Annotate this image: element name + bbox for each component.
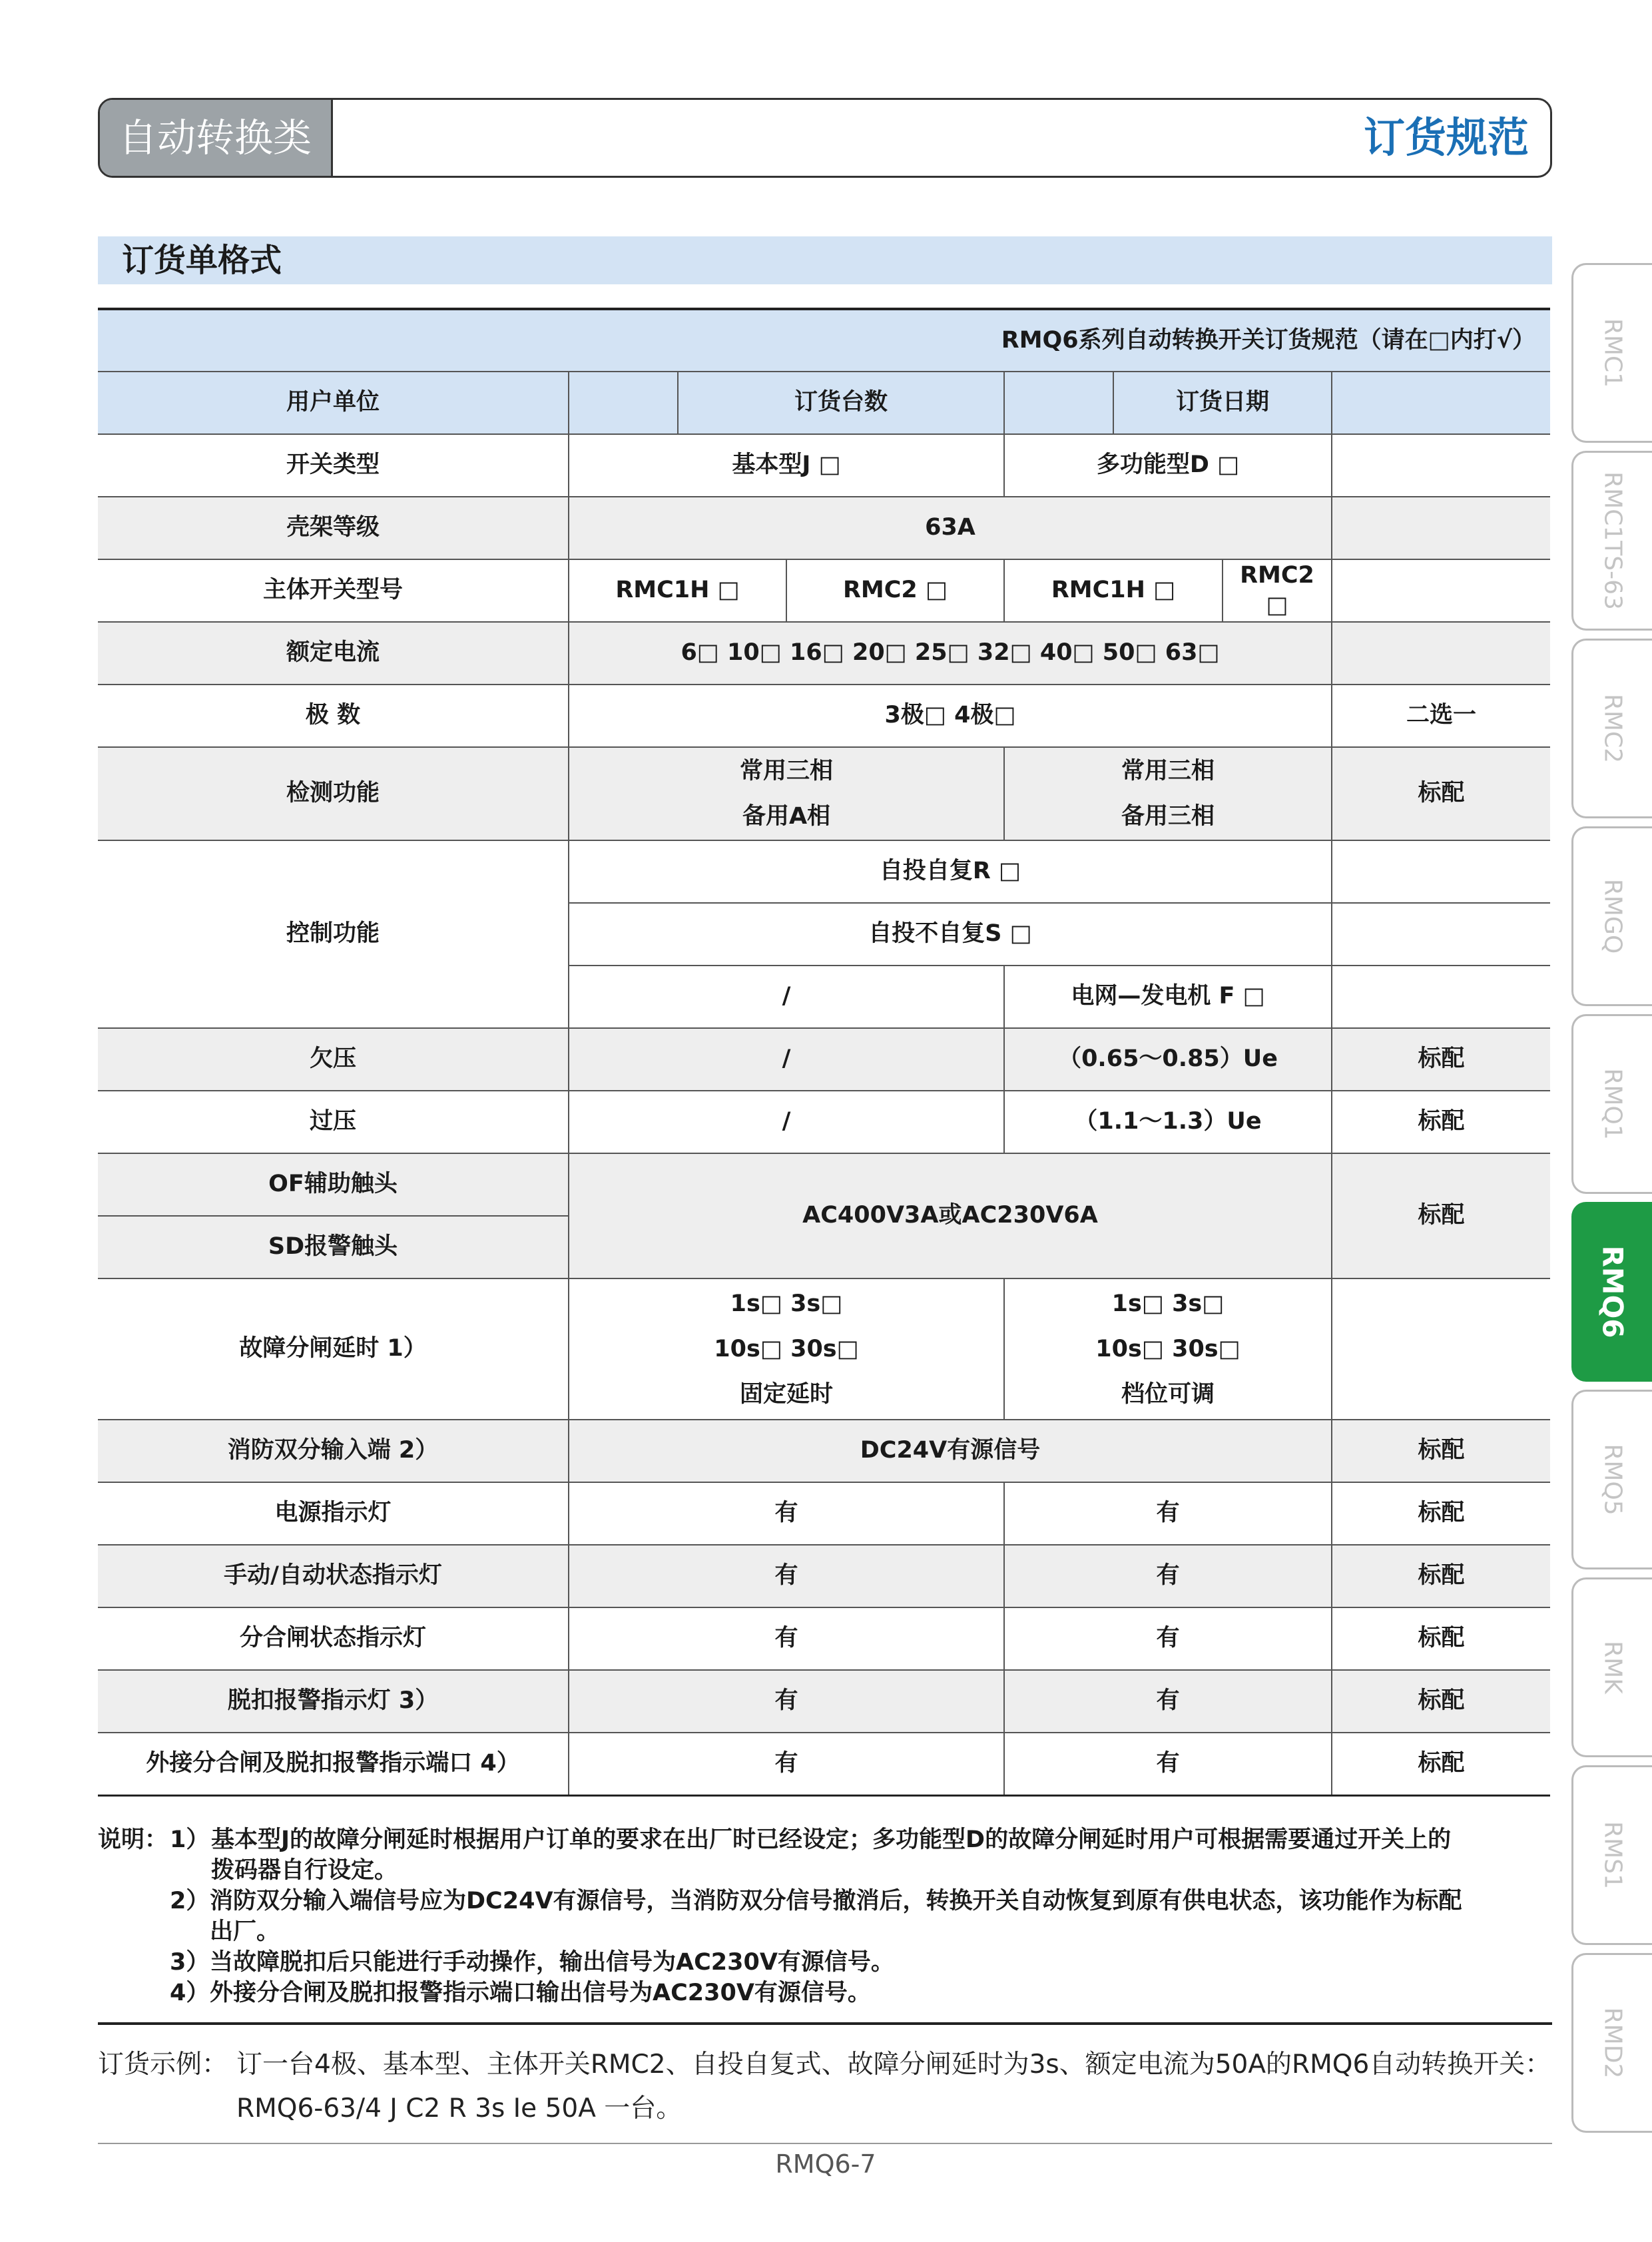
row-label: 外接分合闸及脱扣报警指示端口 4）: [98, 1733, 569, 1795]
table-row: [98, 559, 1550, 622]
order-example: [98, 2043, 1552, 2131]
note-text: 外接分合闸及脱扣报警指示端口输出信号为AC230V有源信号。: [210, 1980, 871, 2006]
table-row: [98, 1153, 1550, 1216]
side-tab-rmk[interactable]: [1571, 1577, 1652, 1757]
basic-value: 有: [569, 1545, 1004, 1607]
note-item: [98, 1824, 1552, 1855]
page-number: RMQ6-7: [775, 2149, 876, 2179]
basic-value: 有: [569, 1733, 1004, 1795]
table-caption: RMQ6系列自动转换开关订货规范（请在□内打√）: [98, 309, 1550, 372]
header-quantity: 订货台数: [678, 372, 1004, 434]
example-label: 订货示例：: [98, 2050, 228, 2080]
note-number: 3）: [170, 1949, 210, 1976]
order-date-field[interactable]: [1332, 372, 1550, 434]
table-header-row: [98, 372, 1550, 434]
table-row: [98, 1420, 1550, 1482]
table-row: [98, 1278, 1550, 1420]
side-tab-label: RMGQ: [1599, 878, 1627, 954]
row-label: 检测功能: [98, 747, 569, 840]
side-tab-label: RMC1TS-63: [1599, 471, 1627, 610]
notes-label: 说明：: [98, 1826, 168, 1853]
example-line: [98, 2043, 1552, 2087]
row-label: 额定电流: [98, 622, 569, 685]
side-tab-nav: [1571, 263, 1652, 2141]
undervoltage-basic: /: [569, 1028, 1004, 1091]
side-tab-label: RMQ5: [1599, 1444, 1627, 1516]
remark-cell: [1332, 903, 1550, 966]
side-tab-rmgq[interactable]: [1571, 826, 1652, 1006]
undervoltage-multi: （0.65～0.85）Ue: [1004, 1028, 1332, 1091]
side-tab-rmc1ts-63[interactable]: [1571, 451, 1652, 631]
order-form-table: [98, 308, 1550, 1797]
side-tab-rms1[interactable]: [1571, 1765, 1652, 1945]
table-row: [98, 497, 1550, 559]
divider: [98, 2022, 1552, 2025]
remark-cell: 标配: [1332, 747, 1550, 840]
delay-line: 档位可调: [1121, 1381, 1215, 1408]
model-rmc2-checkbox[interactable]: RMC2 □: [786, 559, 1004, 622]
table-row: [98, 1028, 1550, 1091]
table-row: [98, 1670, 1550, 1733]
row-label: 极 数: [98, 685, 569, 747]
rated-current-options[interactable]: 6□ 10□ 16□ 20□ 25□ 32□ 40□ 50□ 63□: [569, 622, 1332, 685]
row-label: SD报警触头: [98, 1216, 569, 1278]
basic-value: 有: [569, 1482, 1004, 1545]
example-model-code: RMQ6-63/4 J C2 R 3s Ie 50A 一台。: [236, 2094, 683, 2123]
multi-value: 有: [1004, 1545, 1332, 1607]
overvoltage-multi: （1.1～1.3）Ue: [1004, 1091, 1332, 1153]
remark-cell: [1332, 622, 1550, 685]
delay-line: 1s□ 3s□: [730, 1290, 843, 1317]
row-label: 分合闸状态指示灯: [98, 1607, 569, 1670]
detect-line: 常用三相: [1121, 758, 1215, 784]
remark-cell: 标配: [1332, 1420, 1550, 1482]
side-tab-label: RMC2: [1599, 693, 1627, 764]
row-label: 开关类型: [98, 434, 569, 497]
multi-type-checkbox[interactable]: 多功能型D □: [1004, 434, 1332, 497]
note-item: [98, 1855, 1552, 1886]
table-row: [98, 840, 1550, 903]
detect-basic: [569, 747, 1004, 840]
remark-cell: 标配: [1332, 1545, 1550, 1607]
note-number: 1）: [170, 1826, 210, 1853]
remark-cell: [1332, 840, 1550, 903]
table-row: [98, 1733, 1550, 1795]
table-row: [98, 747, 1550, 840]
note-text: 基本型J的故障分闸延时根据用户订单的要求在出厂时已经设定；多功能型D的故障分闸延时用户可根据需要通过开关上的: [211, 1826, 1452, 1853]
remark-cell: 标配: [1332, 1670, 1550, 1733]
delay-line: 1s□ 3s□: [1111, 1290, 1225, 1317]
side-tab-rmq5[interactable]: [1571, 1390, 1652, 1569]
side-tab-label: RMQ6: [1596, 1245, 1629, 1338]
basic-type-checkbox[interactable]: 基本型J □: [569, 434, 1004, 497]
section-title: 订货单格式: [122, 242, 282, 279]
control-auto-restore-checkbox[interactable]: 自投自复R □: [569, 840, 1332, 903]
header-user-unit: 用户单位: [98, 372, 569, 434]
multi-value: 有: [1004, 1670, 1332, 1733]
row-label: OF辅助触头: [98, 1153, 569, 1216]
note-item: [98, 1916, 1552, 1947]
row-label: 壳架等级: [98, 497, 569, 559]
row-label: 脱扣报警指示灯 3）: [98, 1670, 569, 1733]
table-row: [98, 1607, 1550, 1670]
side-tab-label: RMC1: [1599, 318, 1627, 388]
delay-line: 固定延时: [739, 1381, 833, 1408]
contacts-value: AC400V3A或AC230V6A: [569, 1153, 1332, 1278]
remark-cell: 标配: [1332, 1028, 1550, 1091]
remark-cell: 标配: [1332, 1607, 1550, 1670]
remark-cell: [1332, 559, 1550, 622]
page-title: 订货规范: [1363, 113, 1529, 162]
section-header: [98, 236, 1552, 284]
row-label: 过压: [98, 1091, 569, 1153]
detect-line: 备用A相: [742, 803, 831, 830]
side-tab-rmq1[interactable]: [1571, 1014, 1652, 1194]
notes-block: [98, 1824, 1552, 2008]
remark-cell: 标配: [1332, 1482, 1550, 1545]
control-basic-na: /: [569, 966, 1004, 1028]
fire-input-value: DC24V有源信号: [569, 1420, 1332, 1482]
row-label: 故障分闸延时 1）: [98, 1278, 569, 1420]
remark-cell: 标配: [1332, 1153, 1550, 1278]
row-label: 欠压: [98, 1028, 569, 1091]
side-tab-label: RMD2: [1599, 2007, 1627, 2079]
side-tab-label: RMQ1: [1599, 1068, 1627, 1140]
model-rmc1h-checkbox[interactable]: RMC1H □: [569, 559, 786, 622]
side-tab-label: RMK: [1599, 1641, 1627, 1694]
page-header: [98, 98, 1552, 178]
control-generator-checkbox[interactable]: 电网—发电机 F □: [1004, 966, 1332, 1028]
basic-value: 有: [569, 1670, 1004, 1733]
remark-cell: 二选一: [1332, 685, 1550, 747]
multi-value: 有: [1004, 1733, 1332, 1795]
remark-cell: [1332, 1278, 1550, 1420]
remark-cell: 标配: [1332, 1733, 1550, 1795]
note-text: 消防双分输入端信号应为DC24V有源信号，当消防双分信号撤消后，转换开关自动恢复到原有供电状态，该功能作为标配: [210, 1888, 1462, 1914]
note-text: 出厂。: [210, 1918, 280, 1945]
delay-basic[interactable]: [569, 1278, 1004, 1420]
example-text: 订一台4极、基本型、主体开关RMC2、自投自复式、故障分闸延时为3s、额定电流为50A的RMQ6自动转换开关：: [236, 2050, 1551, 2080]
basic-value: 有: [569, 1607, 1004, 1670]
remark-cell: [1332, 434, 1550, 497]
table-row: [98, 434, 1550, 497]
row-label: 主体开关型号: [98, 559, 569, 622]
overvoltage-basic: /: [569, 1091, 1004, 1153]
poles-options[interactable]: 3极□ 4极□: [569, 685, 1332, 747]
quantity-field[interactable]: [1004, 372, 1113, 434]
control-no-restore-checkbox[interactable]: 自投不自复S □: [569, 903, 1332, 966]
multi-value: 有: [1004, 1482, 1332, 1545]
footer-divider: [98, 2143, 1552, 2144]
side-tab-rmc2[interactable]: [1571, 639, 1652, 818]
row-label: 手动/自动状态指示灯: [98, 1545, 569, 1607]
delay-line: 10s□ 30s□: [1095, 1336, 1240, 1362]
multi-value: 有: [1004, 1607, 1332, 1670]
category-label: 自动转换类: [100, 100, 333, 176]
note-item: [98, 1978, 1552, 2008]
row-label: 消防双分输入端 2）: [98, 1420, 569, 1482]
side-tab-label: RMS1: [1599, 1821, 1627, 1889]
table-row: [98, 1091, 1550, 1153]
remark-cell: 标配: [1332, 1091, 1550, 1153]
model-rmc1h-checkbox[interactable]: RMC1H □: [1004, 559, 1223, 622]
table-row: [98, 685, 1550, 747]
header-order-date: 订货日期: [1113, 372, 1332, 434]
remark-cell: [1332, 966, 1550, 1028]
remark-cell: [1332, 497, 1550, 559]
row-label: 控制功能: [98, 840, 569, 1028]
note-item: [98, 1886, 1552, 1916]
side-tab-rmq6[interactable]: [1571, 1202, 1652, 1382]
row-label: 电源指示灯: [98, 1482, 569, 1545]
note-text: 当故障脱扣后只能进行手动操作，输出信号为AC230V有源信号。: [210, 1949, 894, 1976]
note-text: 拨码器自行设定。: [211, 1857, 398, 1884]
side-tab-rmd2[interactable]: [1571, 1953, 1652, 2133]
side-tab-rmc1[interactable]: [1571, 263, 1652, 443]
user-unit-field[interactable]: [569, 372, 678, 434]
detect-multi: [1004, 747, 1332, 840]
table-row: [98, 622, 1550, 685]
note-item: [98, 1947, 1552, 1978]
table-caption-row: [98, 309, 1550, 372]
model-rmc2-checkbox[interactable]: RMC2 □: [1223, 559, 1332, 622]
detect-line: 常用三相: [739, 758, 833, 784]
frame-value: 63A: [569, 497, 1332, 559]
delay-multi[interactable]: [1004, 1278, 1332, 1420]
delay-line: 10s□ 30s□: [714, 1336, 859, 1362]
note-number: 2）: [170, 1888, 210, 1914]
detect-line: 备用三相: [1121, 803, 1215, 830]
table-row: [98, 1545, 1550, 1607]
note-number: 4）: [170, 1980, 210, 2006]
table-row: [98, 1482, 1550, 1545]
